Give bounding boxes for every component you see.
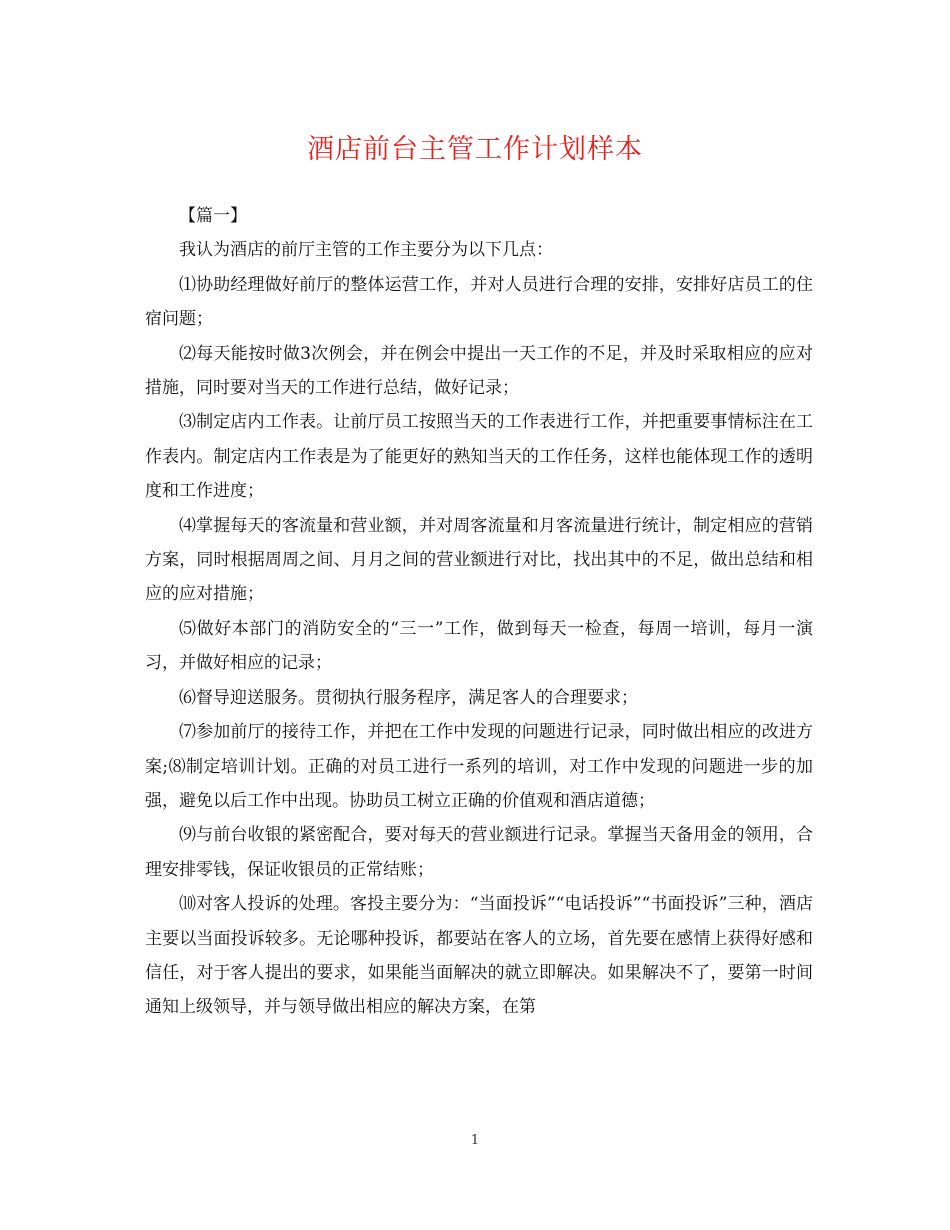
page-number: 1 [470,1133,480,1148]
document-body [145,199,813,1025]
list-item-2: ⑵每天能按时做3次例会，并在例会中提出一天工作的不足，并及时采取相应的应对措施，同时要对当天的工作进行总结，做好记录； [145,343,813,399]
intro-paragraph: 我认为酒店的前厅主管的工作主要分为以下几点： [179,240,553,261]
list-item-9: ⑼与前台收银的紧密配合，要对每天的营业额进行记录。掌握当天备用金的领用，合理安排零钱，保证收银员的正常结账； [145,825,813,880]
list-item-5: ⑸做好本部门的消防安全的“三一”工作，做到每天一检查，每周一培训，每月一演习，并做好相应的记录； [145,618,813,674]
list-item-3: ⑶制定店内工作表。让前厅员工按照当天的工作表进行工作，并把重要事情标注在工作表内。制定店内工作表是为了能更好的熟知当天的工作任务，这样也能体现工作的透明度和工作进度； [145,412,813,502]
document-title: 酒店前台主管工作计划样本 [307,134,643,165]
section-heading: 【篇一】 [179,206,247,226]
list-item-4: ⑷掌握每天的客流量和营业额，并对周客流量和月客流量进行统计，制定相应的营销方案，同时根据周周之间、月月之间的营业额进行对比，找出其中的不足，做出总结和相应的应对措施； [145,515,813,605]
list-item-6: ⑹督导迎送服务。贯彻执行服务程序，满足客人的合理要求； [179,687,638,708]
list-item-1: ⑴协助经理做好前厅的整体运营工作，并对人员进行合理的安排，安排好店员工的住宿问题； [145,274,813,330]
list-item-10: ⑽对客人投诉的处理。客投主要分为：“当面投诉”“电话投诉”“书面投诉”三种，酒店主要以当面投诉较多。无论哪种投诉，都要站在客人的立场，首先要在感情上获得好感和信任，对于客人提出的要求，如果能当面解决的就立即解决。如果解决不了，要第一时间通知上级领导，并与领导做出相应的解决方案，在第 [145,894,813,1018]
list-item-7-8: ⑺参加前厅的接待工作，并把在工作中发现的问题进行记录，同时做出相应的改进方案;⑻制定培训计划。正确的对员工进行一系列的培训，对工作中发现的问题进一步的加强，避免以后工作中出现。协助员工树立正确的价值观和酒店道德； [145,722,813,811]
